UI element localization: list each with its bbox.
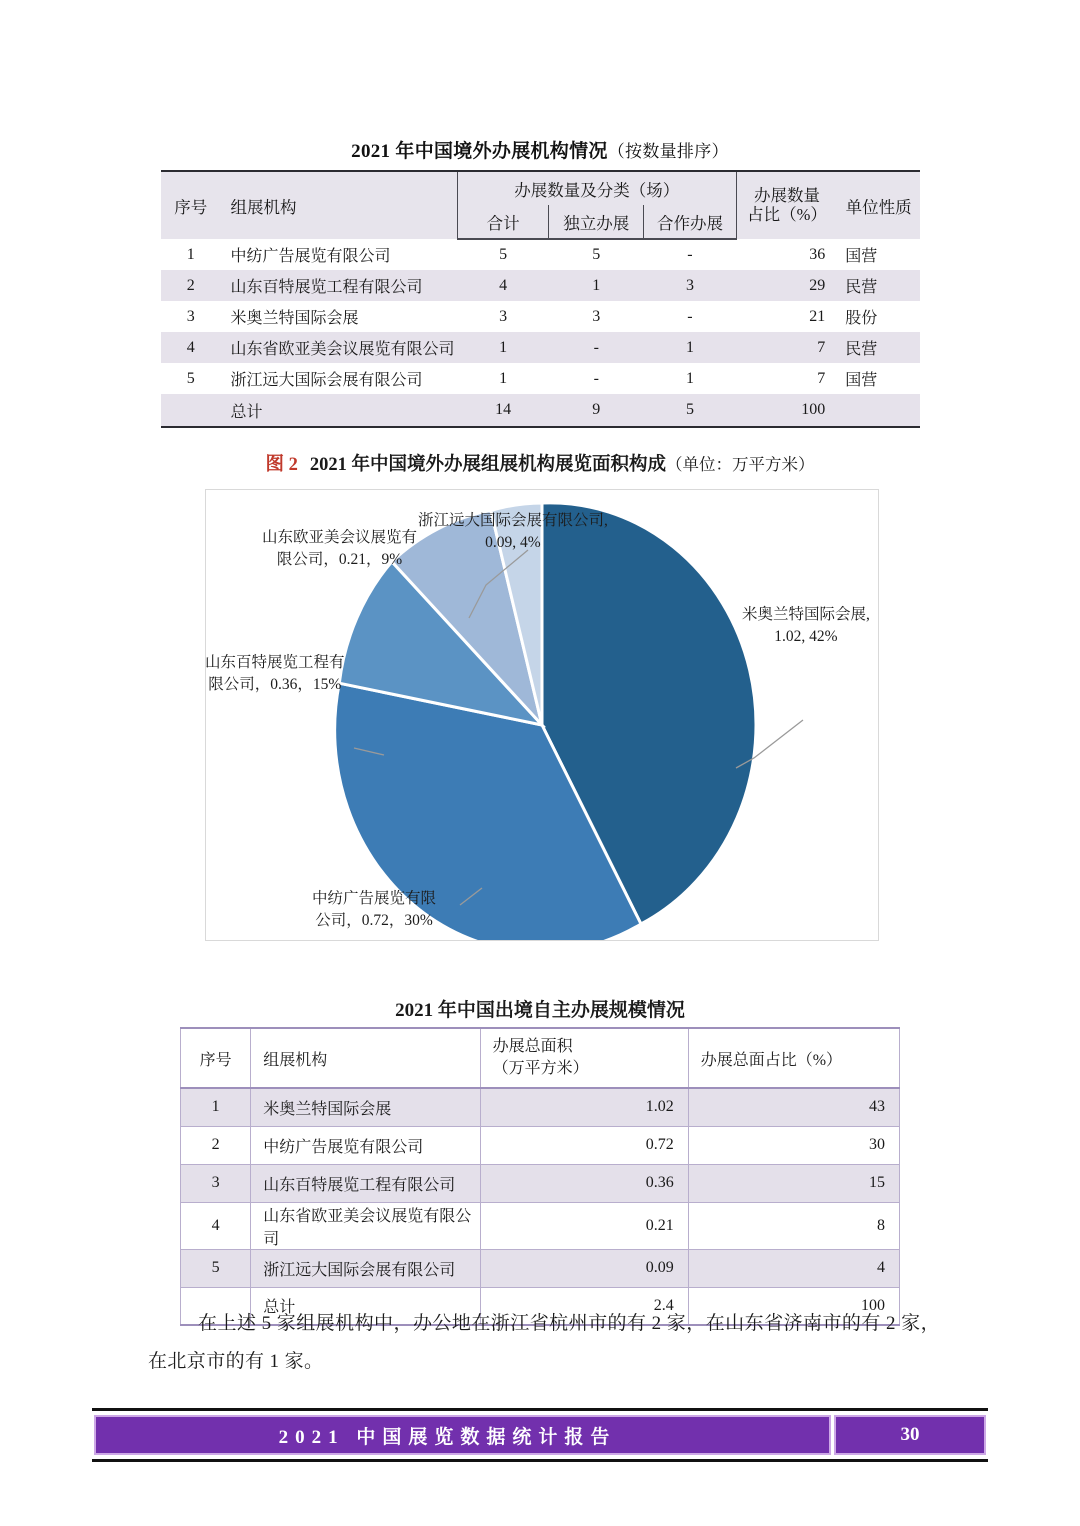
table2-header-org: 组展机构 [251,1028,480,1088]
table1-title [0,136,1080,163]
cell-no: 1 [181,1088,251,1126]
table-overseas-organizers [161,170,920,428]
cell-total: 1 [499,369,508,387]
pie-label-name: 米奥兰特国际会展, [742,606,870,623]
cell-area: 0.09 [480,1249,688,1287]
footer-report-title: 2021 中国展览数据统计报告 [94,1415,831,1455]
pie-label-value: 0.09, 4% [485,534,541,552]
cell-nature [837,394,920,427]
figure2-unit: （单位：万平方米） [666,455,815,474]
pie-label-zhejiang-yuanda [418,510,608,555]
table-row [161,301,920,332]
cell-independent: 5 [592,246,601,263]
table-row [181,1202,900,1249]
cell-share: 7 [736,332,837,363]
cell-share: 8 [688,1202,899,1249]
cell-org: 山东百特展览工程有限公司 [251,1164,480,1202]
table1-header-count-group: 办展数量及分类（场） [457,171,736,205]
cell-share: 21 [809,307,826,325]
cell-cooperative: 5 [644,394,737,427]
table2-header-no: 序号 [181,1028,251,1088]
table2-header-area [480,1028,688,1088]
cell-no: 4 [161,332,221,363]
table2-header-area-l1: 办展总面积 [492,1038,573,1056]
cell-independent: 9 [549,394,644,427]
pie-label-zhongfang [312,888,436,933]
cell-share: 100 [688,1287,899,1325]
cell-no: 2 [181,1126,251,1164]
table-row [181,1088,900,1126]
table1-header-independent: 独立办展 [549,205,644,239]
cell-no: 4 [181,1202,251,1249]
cell-share: 4 [688,1249,899,1287]
table-total-row [161,394,920,427]
cell-total: 1 [457,332,549,363]
cell-cooperative: 3 [644,270,737,301]
pie-label-name: 山东百特展览工程有 [205,654,345,671]
table2-header-row [181,1028,900,1088]
table1-title-main: 2021 年中国境外办展机构情况 [351,141,608,162]
table-row [161,239,920,270]
cell-no: 5 [186,369,195,387]
cell-area: 0.36 [480,1164,688,1202]
cell-org: 总计 [221,394,458,427]
cell-no [161,394,221,427]
cell-area: 2.4 [480,1287,688,1325]
pie-label-name: 山东欧亚美会议展览有 [262,529,418,546]
pie-label-shandong-ouyamei [262,527,417,572]
footer-page-number: 30 [834,1415,986,1455]
cell-share: 30 [688,1126,899,1164]
pie-label-value: 1.02, 42% [774,628,838,646]
table-row [181,1249,900,1287]
pie-label-value: 限公司，0.36，15% [208,676,342,694]
cell-independent: 1 [549,270,644,301]
cell-org: 米奥兰特国际会展 [230,310,359,327]
cell-total: 14 [457,394,549,427]
paragraph-text: 在上述 5 家组展机构中，办公地在浙江省杭州市的有 2 家，在山东省济南市的有 2 家，在北京市的有 1 家。 [148,1313,940,1372]
table1-header-cooperative: 合作办展 [644,205,737,239]
table-row [161,332,920,363]
table1-header-share [736,171,837,239]
table1-header-share-l2: 占比（%） [747,204,827,224]
table1-header-total: 合计 [457,205,549,239]
cell-share: 43 [688,1088,899,1126]
cell-no: 5 [181,1249,251,1287]
table-row [161,270,920,301]
table2-header-share: 办展总面占比（%） [688,1028,899,1088]
table-row [181,1126,900,1164]
cell-share: 15 [688,1164,899,1202]
table1-header-share-l1: 办展数量 [754,185,821,205]
cell-area: 0.21 [480,1202,688,1249]
cell-nature: 股份 [845,310,878,327]
cell-org: 山东百特展览工程有限公司 [221,270,458,301]
pie-label-miaolan [742,604,870,649]
cell-area: 0.72 [480,1126,688,1164]
cell-org: 浙江远大国际会展有限公司 [251,1249,480,1287]
table1-header-row-1 [161,171,920,205]
pie-label-value: 限公司，0.21，9% [276,551,403,569]
cell-nature: 国营 [845,248,878,265]
table-row [161,363,920,394]
table1-title-sub: （按数量排序） [607,142,729,161]
cell-org: 中纺广告展览有限公司 [251,1126,480,1164]
cell-share: 100 [736,394,837,427]
pie-label-value: 公司，0.72，30% [315,912,433,930]
table1-header-org: 组展机构 [221,171,458,239]
table-self-organized-scale [180,1027,900,1326]
pie-label-name: 浙江远大国际会展有限公司, [418,512,608,529]
table2-header-area-l2: （万平方米） [492,1060,589,1077]
cell-no: 2 [161,270,221,301]
cell-nature: 民营 [837,270,920,301]
figure2-title [0,450,1080,476]
cell-cooperative: - [687,307,693,325]
cell-area: 1.02 [480,1088,688,1126]
table2-title: 2021 年中国出境自主办展规模情况 [395,1000,685,1021]
table-row [181,1164,900,1202]
figure2-title-main: 2021 年中国境外办展组展机构展览面积构成 [309,455,667,475]
cell-share: 36 [809,245,826,263]
table1-header-no: 序号 [161,171,221,239]
cell-cooperative: - [687,246,693,263]
table1-header-nature: 单位性质 [837,171,920,239]
figure2-number: 图 2 [265,455,298,475]
cell-nature: 国营 [845,372,878,389]
cell-share: 7 [817,369,826,387]
cell-total: 5 [499,246,508,263]
cell-total: 3 [499,307,508,325]
cell-total: 4 [457,270,549,301]
cell-cooperative: 1 [644,332,737,363]
cell-share: 29 [736,270,837,301]
page-footer [92,1408,988,1462]
cell-independent: 3 [592,307,601,325]
pie-label-name: 中纺广告展览有限 [312,890,437,907]
cell-org: 中纺广告展览有限公司 [230,248,391,265]
cell-org: 浙江远大国际会展有限公司 [230,372,423,389]
pie-label-baite [205,652,345,697]
cell-org: 山东省欧亚美会议展览有限公司 [251,1202,480,1249]
cell-org: 山东省欧亚美会议展览有限公司 [221,332,458,363]
cell-org: 米奥兰特国际会展 [251,1088,480,1126]
cell-no: 3 [186,307,195,325]
cell-org: 总计 [251,1287,480,1325]
cell-independent: - [549,332,644,363]
cell-cooperative: 1 [685,369,694,387]
cell-nature: 民营 [837,332,920,363]
body-paragraph [148,1305,940,1381]
cell-no: 1 [186,245,195,263]
cell-independent: - [593,369,599,387]
cell-no: 3 [181,1164,251,1202]
